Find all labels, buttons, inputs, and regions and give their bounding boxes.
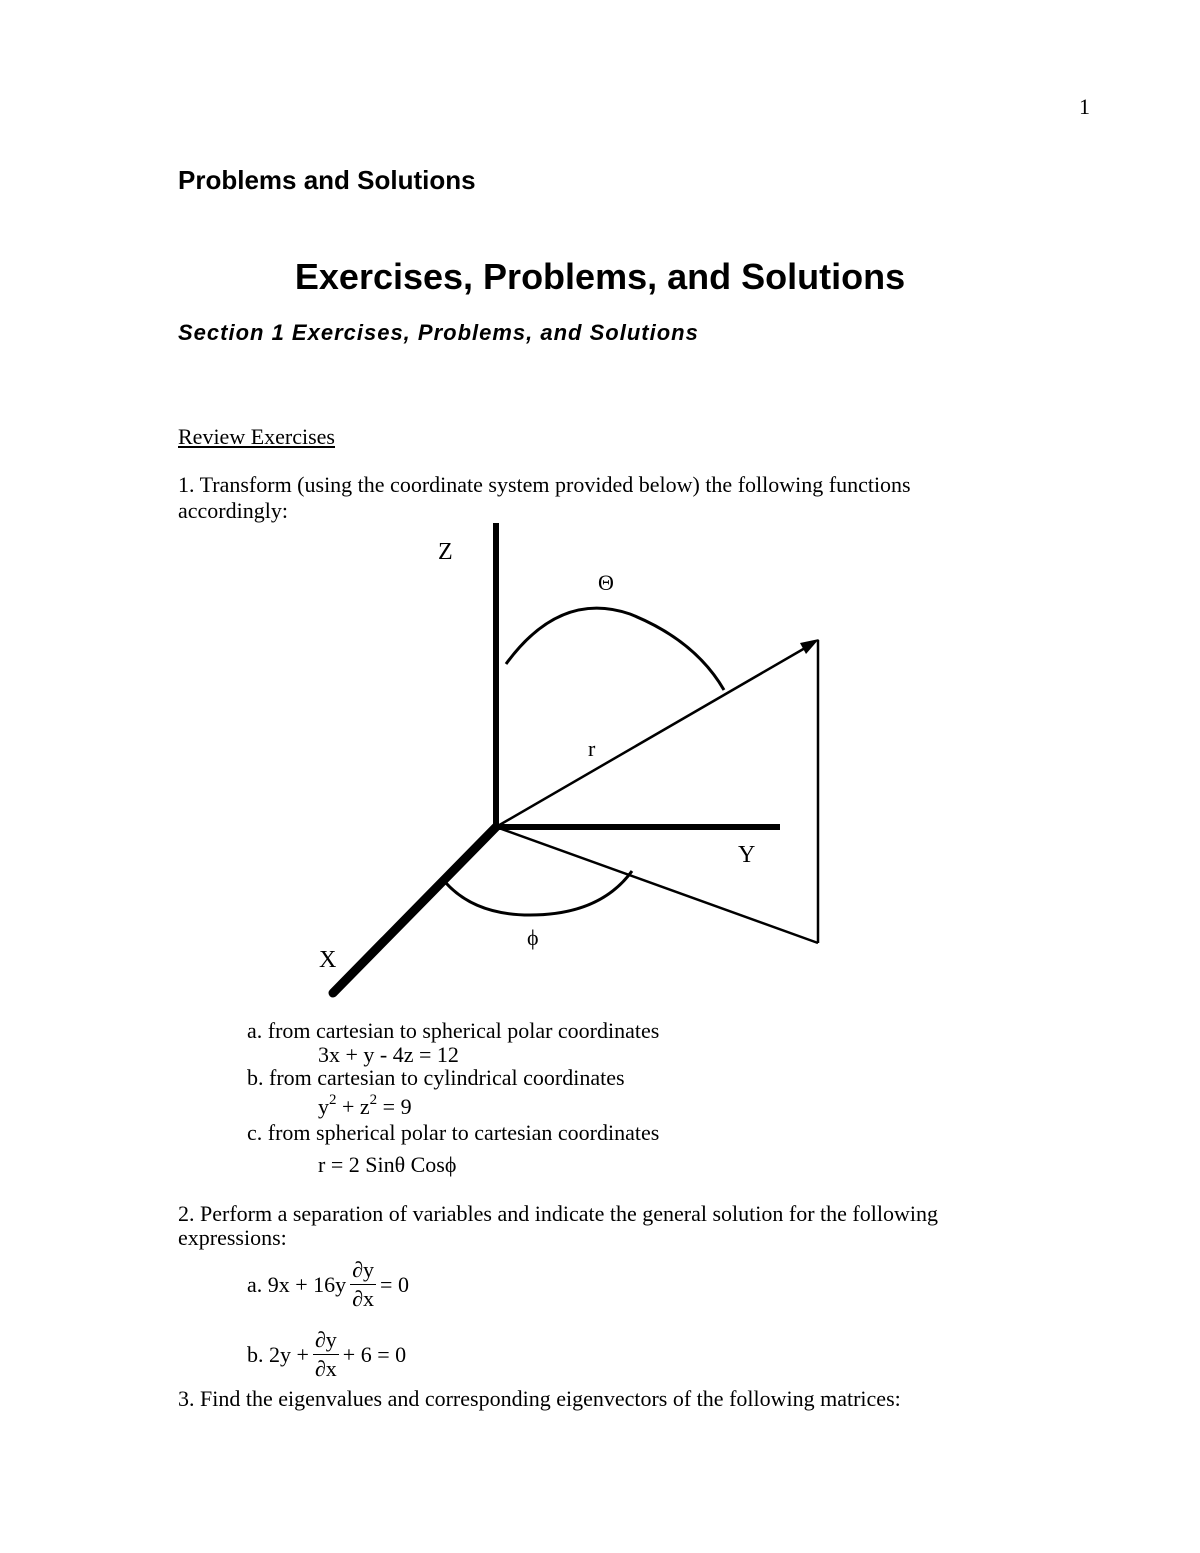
phi-arc <box>446 871 632 915</box>
section-title: Section 1 Exercises, Problems, and Solutions <box>178 320 699 345</box>
problem-1c-equation: r = 2 Sinθ Cosϕ <box>318 1152 457 1177</box>
problem-2a-fraction <box>350 1259 376 1310</box>
problem-2-text-line-1: 2. Perform a separation of variables and indicate the general solution for the following <box>178 1201 938 1226</box>
problem-2a-suffix: = 0 <box>380 1271 409 1297</box>
problem-2b-numerator: ∂y <box>314 1327 337 1352</box>
b-eq-exponent-2: 2 <box>369 1092 378 1108</box>
page-number: 1 <box>1079 94 1090 119</box>
theta-label: Θ <box>598 570 614 595</box>
problem-1-text-line-1: 1. Transform (using the coordinate system provided below) the following functions <box>178 472 911 497</box>
problem-2a-numerator: ∂y <box>352 1257 375 1282</box>
r-label: r <box>588 736 596 761</box>
problem-2-text-line-2: expressions: <box>178 1225 287 1250</box>
review-exercises-heading: Review Exercises <box>178 424 335 449</box>
z-axis-label: Z <box>438 539 453 565</box>
b-eq-y: y <box>318 1094 329 1119</box>
problem-2a-denominator: ∂x <box>352 1286 375 1311</box>
problem-2b-fraction <box>313 1329 339 1380</box>
x-axis-label: X <box>319 947 337 973</box>
problem-2b-prefix: b. 2y + <box>247 1341 309 1367</box>
problem-2b-equation <box>247 1329 406 1380</box>
b-eq-rest: = 9 <box>377 1094 412 1119</box>
b-eq-plus-z: + z <box>336 1094 370 1119</box>
problem-2b-denominator: ∂x <box>314 1356 337 1381</box>
problem-1a-label: a. from cartesian to spherical polar coordinates <box>247 1018 660 1043</box>
problem-1b-label: b. from cartesian to cylindrical coordinates <box>247 1065 625 1090</box>
y-axis-label: Y <box>738 842 756 868</box>
r-vector <box>496 644 812 827</box>
problem-1c-label: c. from spherical polar to cartesian coordinates <box>247 1120 660 1145</box>
theta-arc <box>506 608 724 690</box>
problem-3-text-line-1: 3. Find the eigenvalues and corresponding eigenvectors of the following matrices: <box>178 1386 901 1411</box>
problem-1a-equation: 3x + y - 4z = 12 <box>318 1042 459 1067</box>
r-vector-arrowhead-icon <box>800 639 819 654</box>
x-axis <box>333 827 496 993</box>
running-head: Problems and Solutions <box>178 165 476 195</box>
problem-2a-equation <box>247 1259 409 1310</box>
problem-2b-suffix: + 6 = 0 <box>342 1341 407 1367</box>
phi-label: ϕ <box>527 925 539 950</box>
b-eq-exponent-1: 2 <box>329 1092 337 1108</box>
projection-xy-line <box>496 827 818 943</box>
problem-1b-equation <box>318 1092 412 1119</box>
main-title: Exercises, Problems, and Solutions <box>294 256 906 297</box>
problem-2a-prefix: a. 9x + 16y <box>247 1271 347 1297</box>
problem-1-text-line-2: accordingly: <box>178 498 288 523</box>
